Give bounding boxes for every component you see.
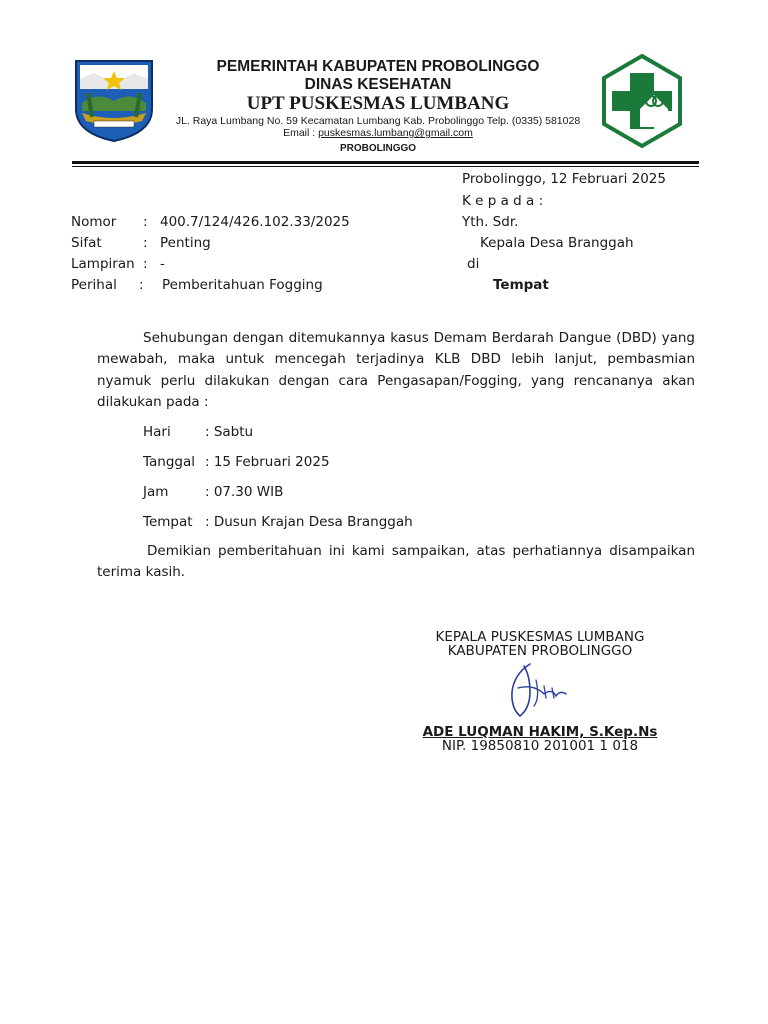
handwritten-signature bbox=[500, 658, 570, 724]
meta-label: Lampiran bbox=[71, 256, 135, 272]
recipient-yth: Yth. Sdr. bbox=[462, 214, 519, 230]
meta-label: Perihal bbox=[71, 277, 117, 293]
meta-value: 400.7/124/426.102.33/2025 bbox=[160, 214, 350, 230]
signature-nip: NIP. 19850810 201001 1 018 bbox=[441, 738, 639, 754]
detail-label: Tempat bbox=[143, 514, 193, 530]
meta-value: - bbox=[160, 256, 165, 272]
meta-label: Sifat bbox=[71, 235, 102, 251]
signature-title: KEPALA PUSKESMAS LUMBANG bbox=[435, 629, 645, 645]
letter-date: Probolinggo, 12 Februari 2025 bbox=[462, 171, 666, 187]
meta-sep: : bbox=[139, 277, 144, 293]
body-opening: Sehubungan dengan ditemukannya kasus Demam Berdarah Dangue (DBD) yang mewabah, maka untuk mencegah terjadinya KLB DBD lebih lanjut, pembasmian nyamuk perlu dilakukan dengan cara Pengasapan/Fogging, yang rencananya akan dilakukan pada : bbox=[97, 330, 695, 410]
detail-value: : 15 Februari 2025 bbox=[205, 454, 330, 470]
body-closing: Demikian pemberitahuan ini kami sampaikan, atas perhatiannya disampaikan terima kasih. bbox=[97, 543, 695, 581]
detail-value: : 07.30 WIB bbox=[205, 484, 284, 500]
signature-title: KABUPATEN PROBOLINGGO bbox=[447, 643, 633, 659]
puskesmas-cross-icon bbox=[600, 53, 684, 149]
detail-label: Jam bbox=[143, 484, 169, 500]
letterhead-city: PROBOLINGGO bbox=[339, 143, 417, 154]
meta-sep: : bbox=[143, 256, 148, 272]
recipient-kepada: K e p a d a : bbox=[462, 193, 544, 209]
detail-value: : Sabtu bbox=[205, 424, 254, 440]
meta-sep: : bbox=[143, 214, 148, 230]
letterhead-email bbox=[160, 127, 596, 139]
letterhead-department: DINAS KESEHATAN bbox=[304, 76, 452, 93]
recipient-di: di bbox=[467, 256, 480, 272]
letterhead-institution: UPT PUSKESMAS LUMBANG bbox=[246, 93, 510, 114]
meta-label: Nomor bbox=[71, 214, 117, 230]
regency-crest-icon bbox=[72, 57, 156, 143]
email-link[interactable]: puskesmas.lumbang@gmail.com bbox=[318, 127, 473, 139]
detail-value: : Dusun Krajan Desa Branggah bbox=[205, 514, 413, 530]
recipient-name: Kepala Desa Branggah bbox=[480, 235, 634, 251]
recipient-place: Tempat bbox=[493, 277, 549, 293]
detail-label: Hari bbox=[143, 424, 171, 440]
meta-value: Pemberitahuan Fogging bbox=[162, 277, 323, 293]
letterhead-rule bbox=[72, 161, 699, 164]
signature-name: ADE LUQMAN HAKIM, S.Kep.Ns bbox=[422, 724, 658, 740]
letterhead-rule-thin bbox=[72, 166, 699, 167]
meta-sep: : bbox=[143, 235, 148, 251]
detail-label: Tanggal bbox=[143, 454, 196, 470]
letterhead-government: PEMERINTAH KABUPATEN PROBOLINGGO bbox=[216, 58, 540, 75]
meta-value: Penting bbox=[160, 235, 211, 251]
letterhead-address: JL. Raya Lumbang No. 59 Kecamatan Lumbang Kab. Probolinggo Telp. (0335) 581028 bbox=[175, 115, 581, 127]
email-label: Email : bbox=[283, 127, 316, 139]
